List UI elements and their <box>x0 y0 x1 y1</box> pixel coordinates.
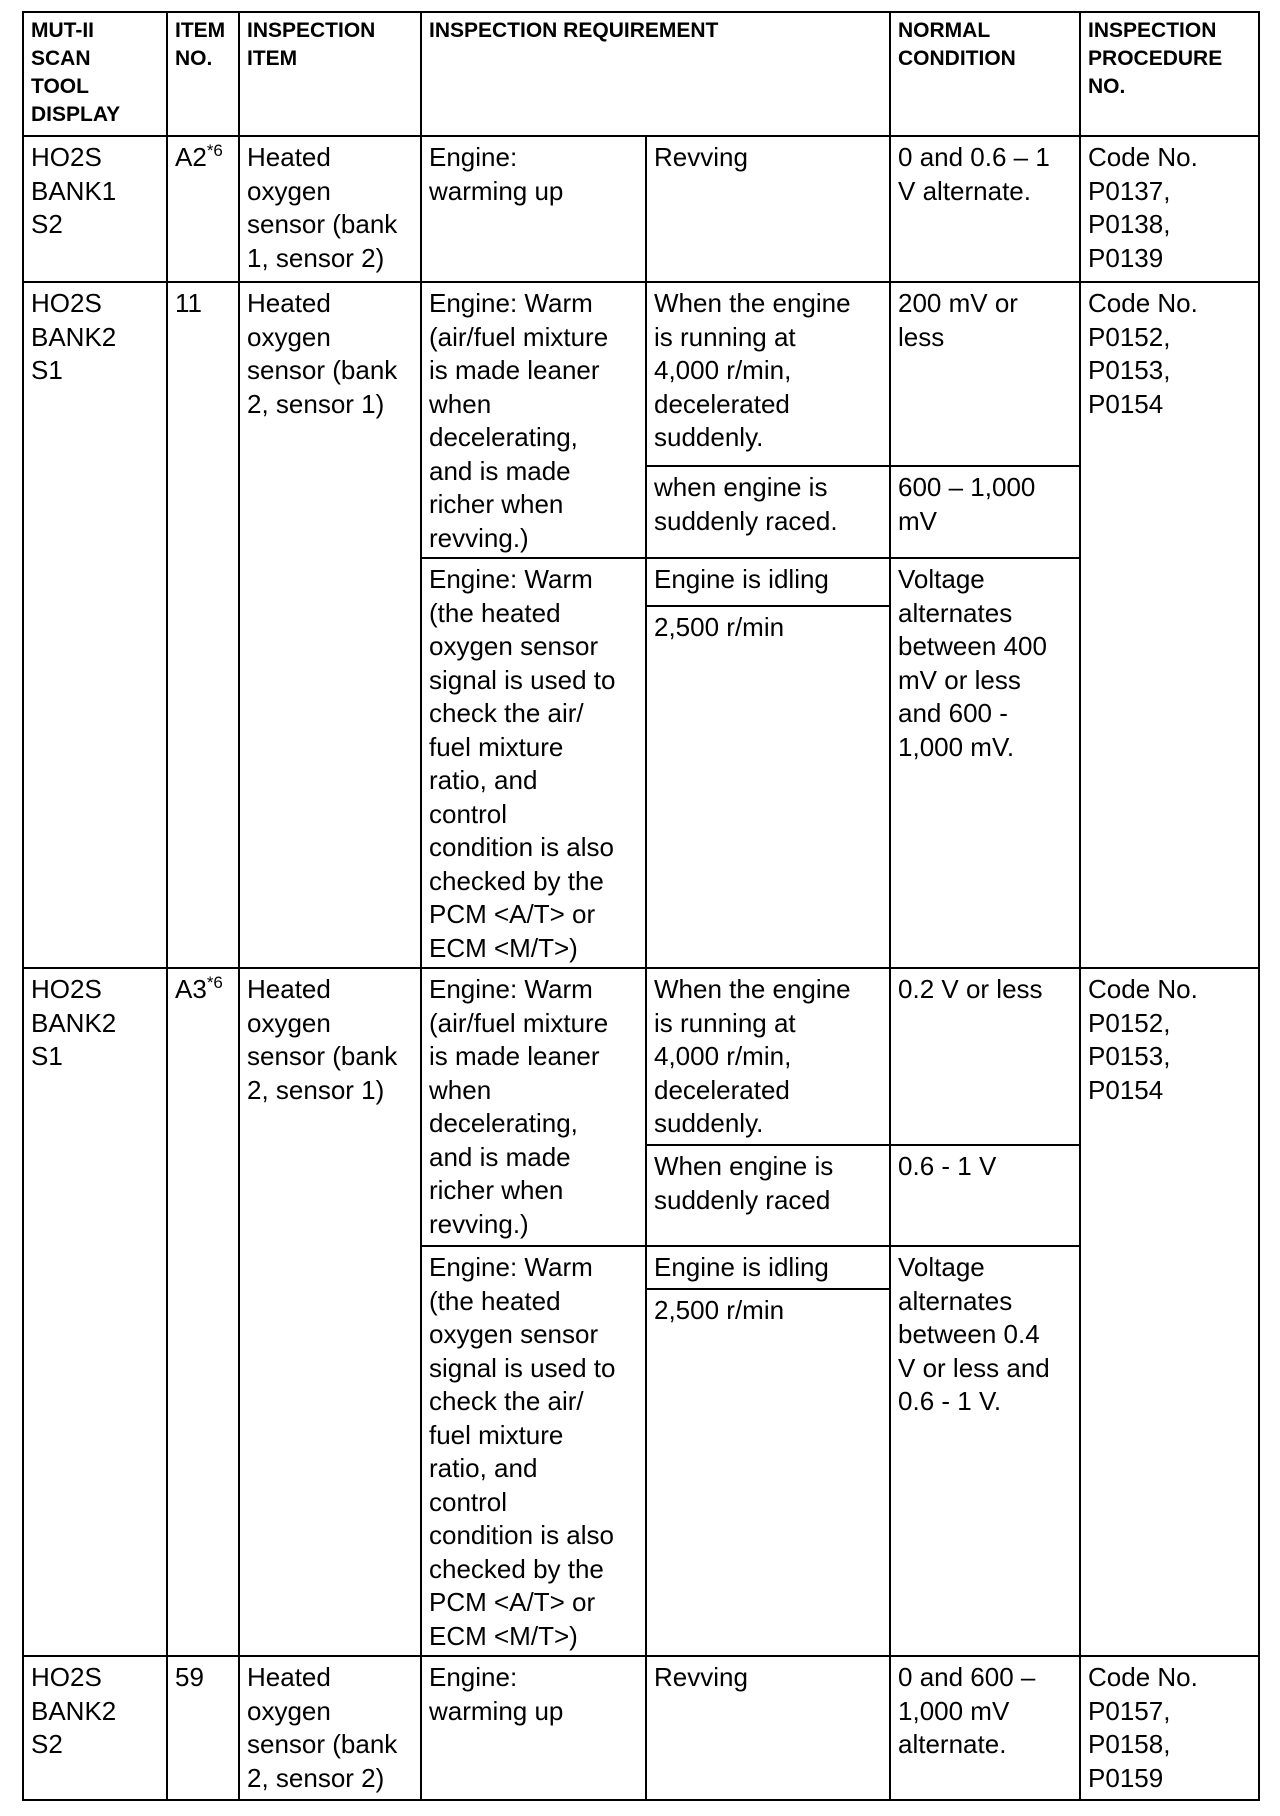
condition-cell: Engine is idling <box>646 1246 890 1289</box>
normal-condition-cell: Voltage alternates between 0.4 V or less and 0.6 - 1 V. <box>890 1246 1080 1656</box>
normal-condition-cell: 0.2 V or less <box>890 968 1080 1145</box>
scan-tool-display-cell: HO2S BANK2 S1 <box>23 282 167 968</box>
procedure-no-cell: Code No. P0137, P0138, P0139 <box>1080 136 1259 282</box>
header-inspection-item: INSPECTION ITEM <box>239 12 421 136</box>
procedure-no-cell: Code No. P0152, P0153, P0154 <box>1080 282 1259 968</box>
scan-tool-display-cell: HO2S BANK2 S1 <box>23 968 167 1656</box>
table-header-row <box>23 12 1259 136</box>
normal-condition-cell: 0.6 - 1 V <box>890 1145 1080 1246</box>
item-no-cell <box>167 968 239 1656</box>
table-row <box>23 968 1259 1145</box>
procedure-no-cell: Code No. P0152, P0153, P0154 <box>1080 968 1259 1656</box>
item-no-cell: 59 <box>167 1656 239 1800</box>
condition-cell: Revving <box>646 1656 890 1800</box>
table-row <box>23 1656 1259 1800</box>
normal-condition-cell: 0 and 0.6 – 1 V alternate. <box>890 136 1080 282</box>
condition-cell: When engine is suddenly raced <box>646 1145 890 1246</box>
requirement-cell: Engine: Warm (air/fuel mixture is made leaner when decelerating, and is made richer when revving.) <box>421 968 646 1246</box>
header-scan-tool-display: MUT-II SCAN TOOL DISPLAY <box>23 12 167 136</box>
item-no-cell <box>167 136 239 282</box>
condition-cell: when engine is suddenly raced. <box>646 466 890 558</box>
inspection-table <box>22 11 1260 1801</box>
normal-condition-cell: 0 and 600 – 1,000 mV alternate. <box>890 1656 1080 1800</box>
item-no-footnote: *6 <box>206 140 223 160</box>
procedure-no-cell: Code No. P0157, P0158, P0159 <box>1080 1656 1259 1800</box>
header-inspection-requirement: INSPECTION REQUIREMENT <box>421 12 890 136</box>
inspection-item-cell: Heated oxygen sensor (bank 2, sensor 1) <box>239 282 421 968</box>
item-no-value: A3 <box>175 974 207 1004</box>
requirement-cell: Engine: Warm (the heated oxygen sensor signal is used to check the air/ fuel mixture ratio, and control condition is also checked by the PCM <A/T> or ECM <M/T>) <box>421 558 646 968</box>
inspection-item-cell: Heated oxygen sensor (bank 2, sensor 1) <box>239 968 421 1656</box>
condition-cell: 2,500 r/min <box>646 1289 890 1656</box>
requirement-cell: Engine: Warm (the heated oxygen sensor signal is used to check the air/ fuel mixture ratio, and control condition is also checked by the PCM <A/T> or ECM <M/T>) <box>421 1246 646 1656</box>
item-no-value: A2 <box>175 142 207 172</box>
condition-cell: Engine is idling <box>646 558 890 606</box>
normal-condition-cell: 600 – 1,000 mV <box>890 466 1080 558</box>
header-item-no: ITEM NO. <box>167 12 239 136</box>
requirement-cell: Engine: warming up <box>421 1656 646 1800</box>
condition-cell: Revving <box>646 136 890 282</box>
header-inspection-procedure-no: INSPECTION PROCEDURE NO. <box>1080 12 1259 136</box>
requirement-cell: Engine: Warm (air/fuel mixture is made leaner when decelerating, and is made richer when revving.) <box>421 282 646 558</box>
scan-tool-display-cell: HO2S BANK2 S2 <box>23 1656 167 1800</box>
table-row <box>23 282 1259 466</box>
item-no-cell: 11 <box>167 282 239 968</box>
inspection-item-cell: Heated oxygen sensor (bank 1, sensor 2) <box>239 136 421 282</box>
normal-condition-cell: Voltage alternates between 400 mV or less and 600 - 1,000 mV. <box>890 558 1080 968</box>
inspection-item-cell: Heated oxygen sensor (bank 2, sensor 2) <box>239 1656 421 1800</box>
condition-cell: 2,500 r/min <box>646 606 890 968</box>
table-row <box>23 136 1259 282</box>
requirement-cell: Engine: warming up <box>421 136 646 282</box>
normal-condition-cell: 200 mV or less <box>890 282 1080 466</box>
condition-cell: When the engine is running at 4,000 r/min, decelerated suddenly. <box>646 968 890 1145</box>
header-normal-condition: NORMAL CONDITION <box>890 12 1080 136</box>
scan-tool-display-cell: HO2S BANK1 S2 <box>23 136 167 282</box>
item-no-footnote: *6 <box>206 972 223 992</box>
condition-cell: When the engine is running at 4,000 r/min, decelerated suddenly. <box>646 282 890 466</box>
